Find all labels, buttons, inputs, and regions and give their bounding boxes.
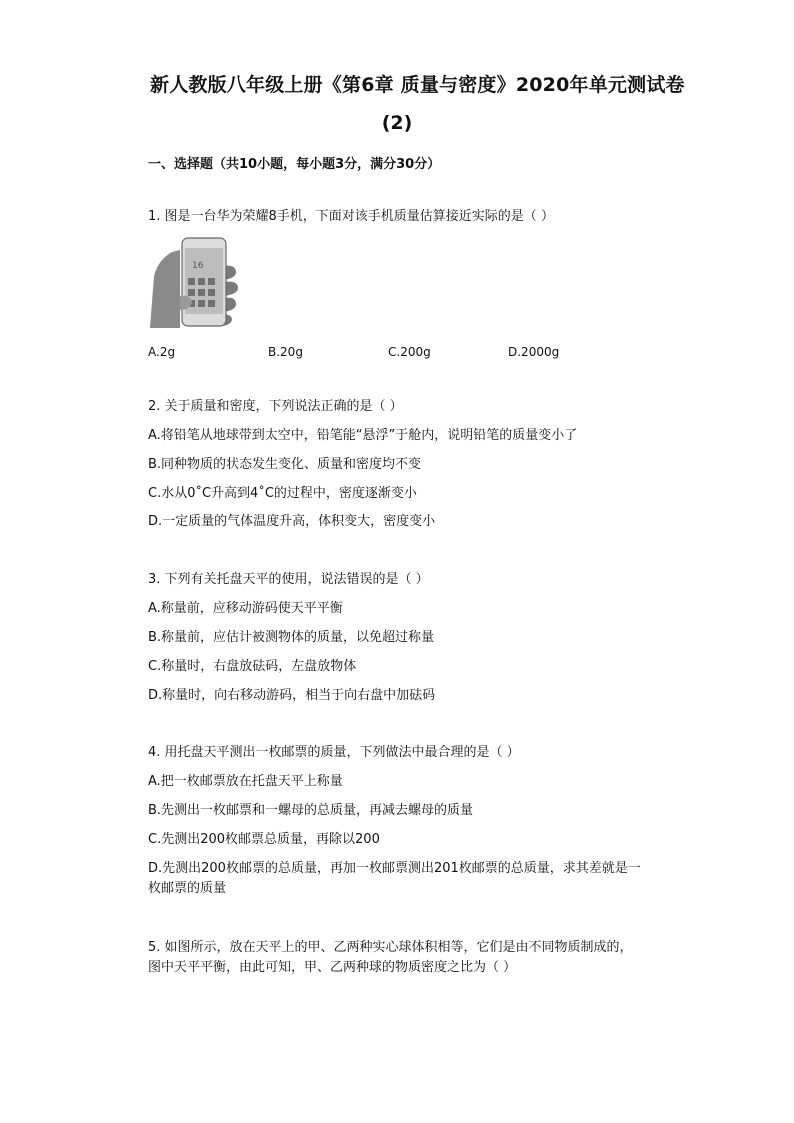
question-3-option-c: C.称量时，右盘放砝码，左盘放物体	[148, 659, 357, 674]
question-2-option-c: C.水从0˚C升高到4˚C的过程中，密度逐渐变小	[148, 486, 417, 501]
question-4-option-a: A.把一枚邮票放在托盘天平上称量	[148, 774, 343, 789]
question-3-stem: 3. 下列有关托盘天平的使用，说法错误的是（ ）	[148, 572, 429, 587]
question-1-option-c: C.200g	[388, 345, 431, 359]
question-4-option-d-continued: 枚邮票的质量	[148, 881, 227, 896]
section-heading: 一、选择题（共10小题，每小题3分，满分30分）	[148, 157, 441, 172]
question-3-option-d: D.称量时，向右移动游码，相当于向右盘中加砝码	[148, 688, 436, 703]
question-4-option-b: B.先测出一枚邮票和一螺母的总质量，再减去螺母的质量	[148, 803, 474, 818]
question-5-stem-line-1: 5. 如图所示，放在天平上的甲、乙两种实心球体积相等，它们是由不同物质制成的，	[148, 940, 633, 955]
svg-text:16: 16	[192, 261, 204, 271]
question-4-option-d: D.先测出200枚邮票的总质量，再加一枚邮票测出201枚邮票的总质量，求其差就是一	[148, 861, 641, 876]
question-3-option-a: A.称量前，应移动游码使天平平衡	[148, 601, 343, 616]
question-3-option-b: B.称量前，应估计被测物体的质量，以免超过称量	[148, 630, 435, 645]
page-title: 新人教版八年级上册《第6章 质量与密度》2020年单元测试卷	[150, 74, 685, 96]
question-5-stem-line-2: 图中天平平衡，由此可知，甲、乙两种球的物质密度之比为（ ）	[148, 960, 517, 975]
question-1-option-b: B.20g	[268, 345, 303, 359]
question-4-stem: 4. 用托盘天平测出一枚邮票的质量，下列做法中最合理的是（ ）	[148, 745, 520, 760]
question-1-stem: 1. 图是一台华为荣耀8手机，下面对该手机质量估算接近实际的是（ ）	[148, 209, 554, 224]
question-2-option-a: A.将铅笔从地球带到太空中，铅笔能“悬浮”于舱内，说明铅笔的质量变小了	[148, 428, 578, 443]
question-1-option-a: A.2g	[148, 345, 176, 359]
page-subtitle: (2)	[381, 112, 413, 134]
phone-in-hand-image	[150, 236, 240, 328]
question-2-stem: 2. 关于质量和密度，下列说法正确的是（ ）	[148, 399, 403, 414]
question-1-option-d: D.2000g	[508, 345, 560, 359]
question-2-option-d: D.一定质量的气体温度升高，体积变大，密度变小	[148, 514, 436, 529]
question-4-option-c: C.先测出200枚邮票总质量，再除以200	[148, 832, 380, 847]
question-2-option-b: B.同种物质的状态发生变化、质量和密度均不变	[148, 457, 422, 472]
